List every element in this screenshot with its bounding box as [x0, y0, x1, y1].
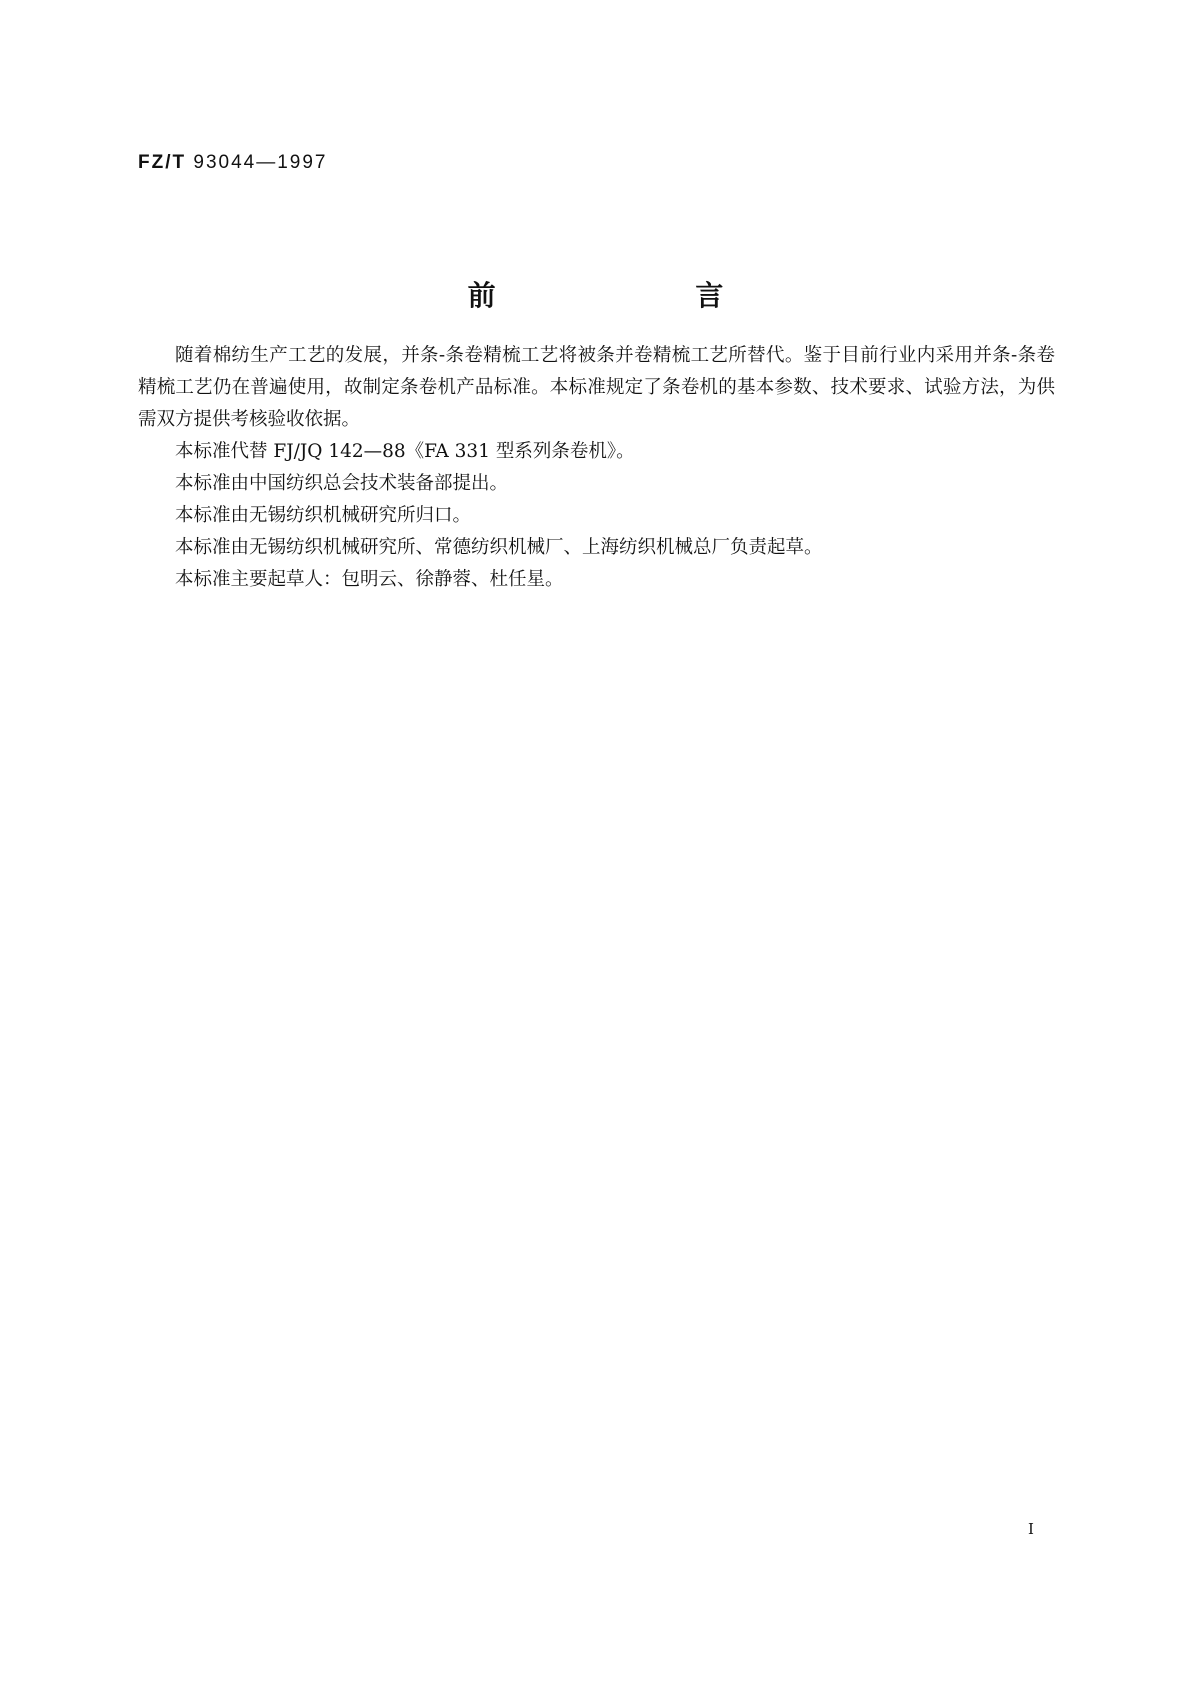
paragraph-drafted-by: 本标准由无锡纺织机械研究所、常德纺织机械厂、上海纺织机械总厂负责起草。 [175, 537, 823, 558]
paragraph-proposed-by: 本标准由中国纺织总会技术装备部提出。 [175, 473, 509, 494]
standard-prefix: FZ/T [138, 152, 187, 173]
standard-code [138, 152, 328, 174]
paragraph-replaces: 本标准代替 FJ/JQ 142—88《FA 331 型系列条卷机》。 [175, 441, 635, 462]
paragraph-intro: 随着棉纺生产工艺的发展，并条-条卷精梳工艺将被条并卷精梳工艺所替代。鉴于目前行业内采用并条-条卷精梳工艺仍在普遍使用，故制定条卷机产品标准。本标准规定了条卷机的基本参数、技术要求、试验方法，为供需双方提供考核验收依据。 [138, 345, 1055, 430]
paragraph-drafters: 本标准主要起草人：包明云、徐静蓉、杜任星。 [175, 569, 564, 590]
page-title: 前 言 [467, 279, 819, 312]
foreword-body [138, 340, 1055, 596]
paragraph-centralized-by: 本标准由无锡纺织机械研究所归口。 [175, 505, 472, 526]
standard-number: 93044—1997 [193, 152, 328, 173]
page-number: I [1028, 1520, 1034, 1538]
